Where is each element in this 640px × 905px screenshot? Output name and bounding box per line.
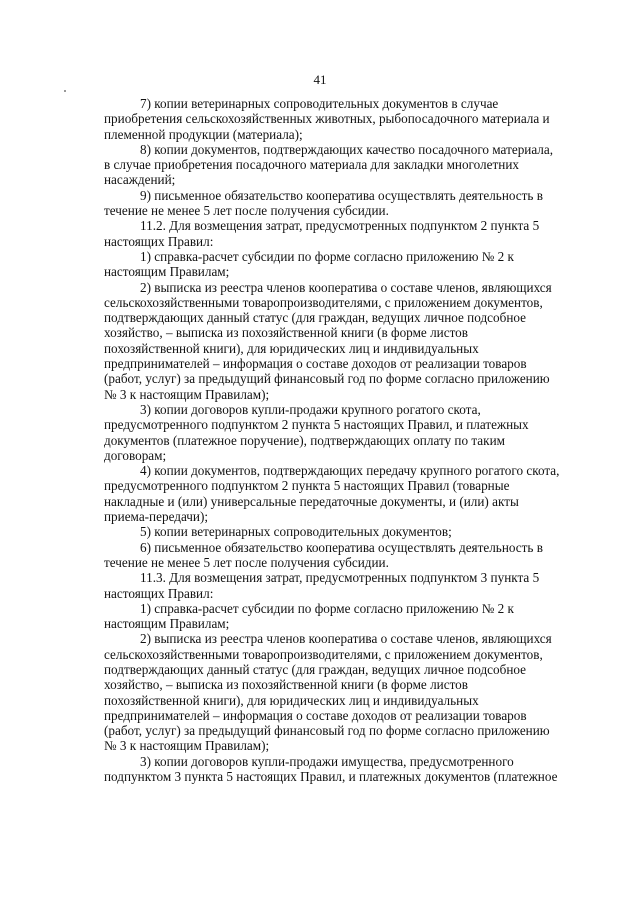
paragraph-11-2-item-4: 4) копии документов, подтверждающих передачу крупного рогатого скота, предусмотренного подпунктом 2 пункта 5 настоящих Правил (товарные накладные и (или) универсальные передаточные документы, и (или) акты приема-передачи); <box>104 463 560 525</box>
document-body <box>104 96 596 784</box>
paragraph-11-2-item-3: 3) копии договоров купли-продажи крупного рогатого скота, предусмотренного подпунктом 2 пункта 5 настоящих Правил, и платежных документов (платежное поручение), подтверждающих оплату по таким договорам; <box>104 401 529 463</box>
paragraph-11-3-item-2: 2) выписка из реестра членов кооператива о составе членов, являющихся сельскохозяйственными товаропроизводителями, с приложением документов, подтверждающих данный статус (для граждан, ведущих личное подсобное хозяйство, – выписка из похозяйственной книги (в форме листов похозяйственной книги), для юридических лиц и индивидуальных предпринимателей – информация о составе доходов от реализации товаров (работ, услуг) за предыдущий финансовый год по форме согласно приложению № 3 к настоящим Правилам); <box>104 631 552 754</box>
paragraph-11-3-item-1: 1) справка-расчет субсидии по форме согласно приложению № 2 к настоящим Правилам; <box>104 600 514 632</box>
paragraph-item-9-obligation: 9) письменное обязательство кооператива осуществлять деятельность в течение не менее 5 лет после получения субсидии. <box>104 187 543 219</box>
paragraph-item-8-quality-docs: 8) копии документов, подтверждающих качество посадочного материала, в случае приобретения посадочного материала для закладки многолетних насаждений; <box>104 141 554 188</box>
paragraph-11-2-item-5: 5) копии ветеринарных сопроводительных документов; <box>140 524 452 540</box>
paragraph-11-3-item-3: 3) копии договоров купли-продажи имущества, предусмотренного подпунктом 3 пункта 5 настоящих Правил, и платежных документов (платежное <box>104 753 558 785</box>
scan-speck <box>64 90 66 92</box>
paragraph-item-7-vet-docs: 7) копии ветеринарных сопроводительных документов в случае приобретения сельскохозяйственных животных, рыбопосадочного материала и племенной продукции (материала); <box>104 96 550 142</box>
paragraph-11-2-item-1: 1) справка-расчет субсидии по форме согласно приложению № 2 к настоящим Правилам; <box>104 248 514 280</box>
paragraph-11-2-item-6: 6) письменное обязательство кооператива осуществлять деятельность в течение не менее 5 лет после получения субсидии. <box>104 539 543 570</box>
paragraph-section-11-3: 11.3. Для возмещения затрат, предусмотренных подпунктом 3 пункта 5 настоящих Правил: <box>104 570 540 601</box>
paragraph-section-11-2: 11.2. Для возмещения затрат, предусмотренных подпунктом 2 пункта 5 настоящих Правил: <box>104 218 540 249</box>
paragraph-11-2-item-2: 2) выписка из реестра членов кооператива о составе членов, являющихся сельскохозяйственными товаропроизводителями, с приложением документов, подтверждающих данный статус (для граждан, ведущих личное подсобное хозяйство, – выписка из похозяйственной книги (в форме листов похозяйственной книги), для юридических лиц и индивидуальных предпринимателей – информация о составе доходов от реализации товаров (работ, услуг) за предыдущий финансовый год по форме согласно приложению № 3 к настоящим Правилам); <box>104 279 552 402</box>
page-number: 41 <box>313 72 327 87</box>
